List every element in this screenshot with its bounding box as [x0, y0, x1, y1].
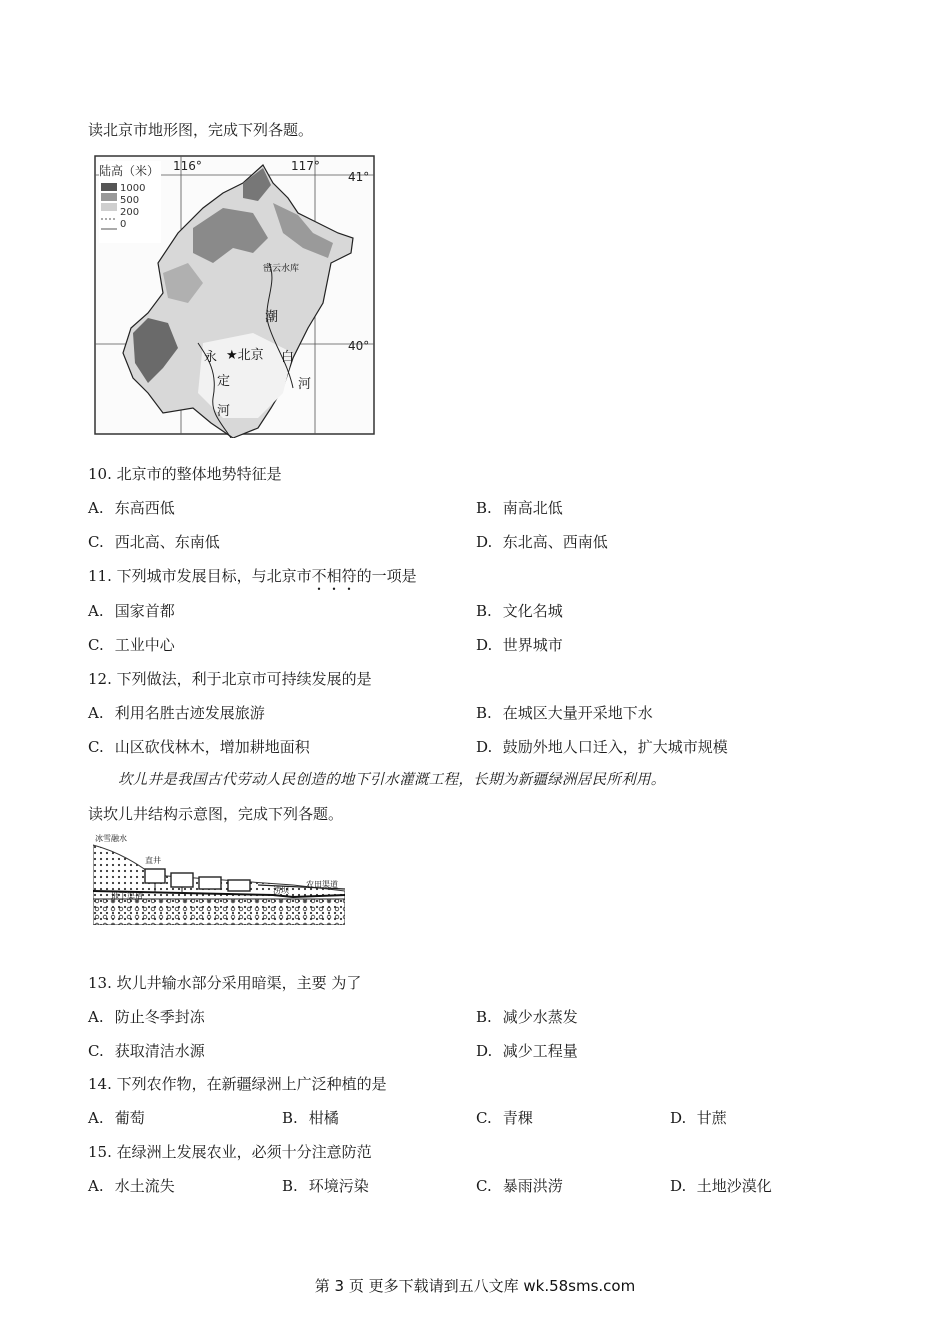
- q14-option-d[interactable]: D. 甘蔗: [670, 1109, 727, 1127]
- beijing-terrain-map: [93, 153, 378, 438]
- lon-116: 116°: [173, 159, 202, 173]
- q13-option-b[interactable]: B. 减少水蒸发: [476, 1008, 578, 1026]
- q13-option-d[interactable]: D. 减少工程量: [476, 1042, 578, 1060]
- q11-emphasis: 不相符: [311, 567, 357, 585]
- label-bai: 白: [281, 350, 295, 365]
- lon-117: 117°: [291, 159, 320, 173]
- q14-option-c[interactable]: C. 青稞: [476, 1109, 533, 1127]
- legend-500: 500: [120, 195, 140, 206]
- q14-option-b[interactable]: B. 柑橘: [282, 1109, 339, 1127]
- q14-stem: 14. 下列农作物，在新疆绿洲上广泛种植的是: [88, 1075, 387, 1093]
- q10-option-d[interactable]: D. 东北高、西南低: [476, 533, 608, 551]
- legend-0: 0: [120, 219, 127, 230]
- q15-stem: 15. 在绿洲上发展农业，必须十分注意防范: [88, 1143, 372, 1161]
- label-underground-canal: 地下渠道: [111, 892, 143, 901]
- lat-40: 40°: [348, 339, 370, 353]
- legend-title: 陆高（米）: [99, 164, 160, 178]
- q11-stem: 11. 下列城市发展目标，与北京市不相符的一项是: [88, 567, 417, 585]
- label-shaft: 直井: [145, 856, 161, 865]
- label-dam: 涝坝: [273, 886, 289, 895]
- q12-stem: 12. 下列做法，利于北京市可持续发展的是: [88, 670, 372, 688]
- q12-option-b[interactable]: B. 在城区大量开采地下水: [476, 704, 653, 722]
- label-beijing: ★北京: [226, 348, 264, 363]
- q15-option-a[interactable]: A. 水土流失: [88, 1177, 175, 1195]
- legend-200: 200: [120, 207, 140, 218]
- q10-option-a[interactable]: A. 东高西低: [88, 499, 175, 517]
- label-snow-melt: 冰雪融水: [95, 834, 127, 843]
- q15-option-d[interactable]: D. 土地沙漠化: [670, 1177, 772, 1195]
- label-he-left: 河: [217, 404, 231, 419]
- legend-1000: 1000: [120, 183, 146, 194]
- label-chao: 潮: [265, 310, 279, 325]
- q10-stem: 10. 北京市的整体地势特征是: [88, 465, 282, 483]
- lat-41: 41°: [348, 170, 370, 184]
- label-ding: 定: [217, 374, 231, 389]
- intro-text-1: 读北京市地形图，完成下列各题。: [88, 121, 314, 139]
- label-miyun-reservoir: 密云水库: [263, 264, 300, 274]
- intro-text-2: 读坎儿井结构示意图，完成下列各题。: [88, 805, 344, 823]
- q13-option-c[interactable]: C. 获取清洁水源: [88, 1042, 205, 1060]
- q13-option-a[interactable]: A. 防止冬季封冻: [88, 1008, 205, 1026]
- q11-option-a[interactable]: A. 国家首都: [88, 602, 175, 620]
- q12-option-a[interactable]: A. 利用名胜古迹发展旅游: [88, 704, 265, 722]
- q10-option-b[interactable]: B. 南高北低: [476, 499, 563, 517]
- karez-diagram: [93, 833, 345, 925]
- q15-option-c[interactable]: C. 暴雨洪涝: [476, 1177, 563, 1195]
- karez-passage: 坎儿井是我国古代劳动人民创造的地下引水灌溉工程，长期为新疆绿洲居民所利用。: [118, 772, 666, 788]
- q11-option-d[interactable]: D. 世界城市: [476, 636, 563, 654]
- label-field-canal: 农田渠道: [306, 880, 338, 889]
- label-he-right: 河: [298, 377, 312, 392]
- label-yong: 永: [204, 350, 218, 365]
- q11-option-b[interactable]: B. 文化名城: [476, 602, 563, 620]
- q12-option-d[interactable]: D. 鼓励外地人口迁入，扩大城市规模: [476, 738, 728, 756]
- q13-stem: 13. 坎儿井输水部分采用暗渠，主要 为了: [88, 974, 362, 992]
- page-footer: 第 3 页 更多下载请到五八文库 wk.58sms.com: [314, 1277, 636, 1295]
- q14-option-a[interactable]: A. 葡萄: [88, 1109, 145, 1127]
- q15-option-b[interactable]: B. 环境污染: [282, 1177, 369, 1195]
- q12-option-c[interactable]: C. 山区砍伐林木，增加耕地面积: [88, 738, 310, 756]
- q10-option-c[interactable]: C. 西北高、东南低: [88, 533, 220, 551]
- q11-option-c[interactable]: C. 工业中心: [88, 636, 175, 654]
